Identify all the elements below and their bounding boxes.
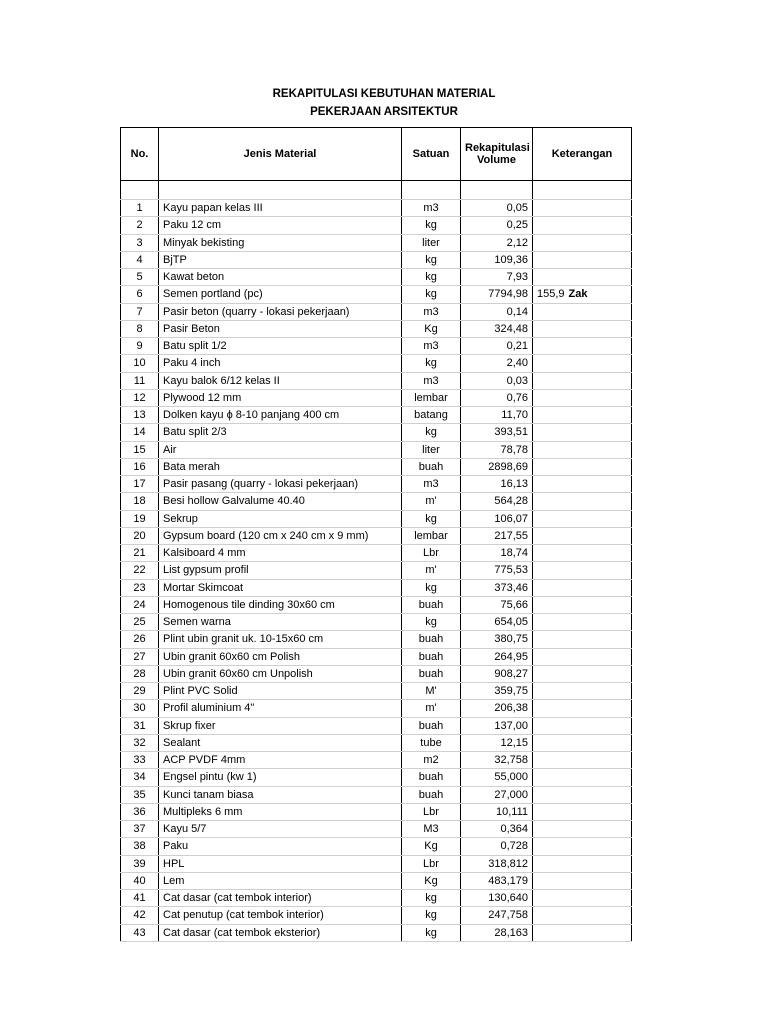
- table-row: [121, 700, 632, 717]
- cell-jenis-material: Batu split 1/2: [159, 338, 402, 355]
- cell-keterangan: [533, 562, 632, 579]
- cell-jenis-material: Lem: [159, 872, 402, 889]
- cell-volume: 324,48: [461, 320, 533, 337]
- cell-no: 26: [121, 631, 159, 648]
- cell-satuan: kg: [402, 907, 461, 924]
- cell-no: 2: [121, 217, 159, 234]
- cell-volume: 264,95: [461, 648, 533, 665]
- cell-no: 39: [121, 855, 159, 872]
- cell-no: 19: [121, 510, 159, 527]
- table-row: [121, 734, 632, 751]
- cell-no: 33: [121, 752, 159, 769]
- cell-keterangan: [533, 527, 632, 544]
- table-row: [121, 234, 632, 251]
- table-body: [121, 181, 632, 942]
- cell-volume: 0,21: [461, 338, 533, 355]
- table-row: [121, 665, 632, 682]
- cell-no: 8: [121, 320, 159, 337]
- cell-satuan: liter: [402, 234, 461, 251]
- cell-satuan: kg: [402, 510, 461, 527]
- table-row: [121, 355, 632, 372]
- spacer-cell: [159, 181, 402, 200]
- cell-no: 1: [121, 200, 159, 217]
- cell-jenis-material: List gypsum profil: [159, 562, 402, 579]
- cell-no: 10: [121, 355, 159, 372]
- cell-volume: 2,12: [461, 234, 533, 251]
- cell-satuan: m3: [402, 338, 461, 355]
- cell-no: 20: [121, 527, 159, 544]
- cell-satuan: buah: [402, 458, 461, 475]
- cell-jenis-material: Pasir pasang (quarry - lokasi pekerjaan): [159, 476, 402, 493]
- cell-satuan: m2: [402, 752, 461, 769]
- cell-no: 5: [121, 269, 159, 286]
- table-row: [121, 510, 632, 527]
- cell-satuan: kg: [402, 286, 461, 303]
- table-row: [121, 872, 632, 889]
- document-subtitle: PEKERJAAN ARSITEKTUR: [310, 106, 458, 118]
- cell-no: 17: [121, 476, 159, 493]
- table-row: [121, 476, 632, 493]
- cell-no: 36: [121, 803, 159, 820]
- cell-volume: 28,163: [461, 924, 533, 941]
- table-row: [121, 579, 632, 596]
- cell-satuan: m': [402, 562, 461, 579]
- table-row: [121, 907, 632, 924]
- cell-satuan: Lbr: [402, 855, 461, 872]
- table-row: [121, 545, 632, 562]
- cell-no: 24: [121, 596, 159, 613]
- cell-satuan: buah: [402, 769, 461, 786]
- cell-keterangan: [533, 907, 632, 924]
- cell-jenis-material: Air: [159, 441, 402, 458]
- cell-volume: 359,75: [461, 683, 533, 700]
- cell-no: 3: [121, 234, 159, 251]
- cell-no: 37: [121, 821, 159, 838]
- cell-satuan: buah: [402, 717, 461, 734]
- cell-volume: 11,70: [461, 407, 533, 424]
- cell-jenis-material: Gypsum board (120 cm x 240 cm x 9 mm): [159, 527, 402, 544]
- cell-volume: 27,000: [461, 786, 533, 803]
- cell-volume: 137,00: [461, 717, 533, 734]
- cell-satuan: kg: [402, 614, 461, 631]
- header-no: No.: [121, 128, 159, 181]
- cell-keterangan: [533, 596, 632, 613]
- table-row: [121, 441, 632, 458]
- cell-keterangan: [533, 821, 632, 838]
- cell-keterangan: [533, 320, 632, 337]
- cell-volume: 78,78: [461, 441, 533, 458]
- cell-volume: 16,13: [461, 476, 533, 493]
- cell-no: 41: [121, 890, 159, 907]
- cell-jenis-material: Kayu balok 6/12 kelas II: [159, 372, 402, 389]
- spacer-cell: [533, 181, 632, 200]
- table-row: [121, 527, 632, 544]
- cell-keterangan: [533, 407, 632, 424]
- cell-volume: 373,46: [461, 579, 533, 596]
- cell-volume: 2898,69: [461, 458, 533, 475]
- cell-keterangan: [533, 217, 632, 234]
- cell-jenis-material: ACP PVDF 4mm: [159, 752, 402, 769]
- table-row: [121, 320, 632, 337]
- cell-keterangan: [533, 769, 632, 786]
- cell-satuan: m': [402, 700, 461, 717]
- table-row: [121, 803, 632, 820]
- table-row: [121, 648, 632, 665]
- cell-jenis-material: HPL: [159, 855, 402, 872]
- cell-satuan: Kg: [402, 320, 461, 337]
- cell-jenis-material: BjTP: [159, 251, 402, 268]
- cell-keterangan: [533, 683, 632, 700]
- cell-satuan: m3: [402, 303, 461, 320]
- cell-volume: 483,179: [461, 872, 533, 889]
- cell-no: 35: [121, 786, 159, 803]
- table-row: [121, 752, 632, 769]
- cell-jenis-material: Kayu papan kelas III: [159, 200, 402, 217]
- cell-keterangan: [533, 579, 632, 596]
- cell-volume: 2,40: [461, 355, 533, 372]
- keterangan-unit: Zak: [568, 288, 588, 301]
- cell-no: 22: [121, 562, 159, 579]
- header-rekapitulasi-volume: [461, 128, 533, 181]
- cell-volume: 7,93: [461, 269, 533, 286]
- table-row: [121, 683, 632, 700]
- cell-keterangan: [533, 355, 632, 372]
- cell-volume: 0,14: [461, 303, 533, 320]
- cell-jenis-material: Pasir beton (quarry - lokasi pekerjaan): [159, 303, 402, 320]
- table-row: [121, 217, 632, 234]
- header-jenis-material: Jenis Material: [159, 128, 402, 181]
- keterangan-value: 155,9: [537, 288, 565, 301]
- cell-jenis-material: Pasir Beton: [159, 320, 402, 337]
- cell-keterangan: [533, 786, 632, 803]
- table-row: [121, 596, 632, 613]
- cell-keterangan: [533, 424, 632, 441]
- table-row: [121, 890, 632, 907]
- table-row: [121, 338, 632, 355]
- cell-keterangan: [533, 458, 632, 475]
- cell-no: 16: [121, 458, 159, 475]
- cell-satuan: kg: [402, 251, 461, 268]
- cell-jenis-material: Plint ubin granit uk. 10-15x60 cm: [159, 631, 402, 648]
- cell-jenis-material: Besi hollow Galvalume 40.40: [159, 493, 402, 510]
- cell-jenis-material: Dolken kayu ϕ 8-10 panjang 400 cm: [159, 407, 402, 424]
- cell-jenis-material: Mortar Skimcoat: [159, 579, 402, 596]
- cell-jenis-material: Kawat beton: [159, 269, 402, 286]
- cell-satuan: kg: [402, 217, 461, 234]
- cell-satuan: lembar: [402, 389, 461, 406]
- table-row: [121, 493, 632, 510]
- cell-volume: 75,66: [461, 596, 533, 613]
- cell-jenis-material: Homogenous tile dinding 30x60 cm: [159, 596, 402, 613]
- cell-keterangan: [533, 234, 632, 251]
- document-title: REKAPITULASI KEBUTUHAN MATERIAL: [272, 88, 496, 100]
- cell-volume: 775,53: [461, 562, 533, 579]
- cell-volume: 0,364: [461, 821, 533, 838]
- cell-volume: 247,758: [461, 907, 533, 924]
- table-row: [121, 631, 632, 648]
- table-row: [121, 200, 632, 217]
- cell-satuan: M': [402, 683, 461, 700]
- cell-no: 6: [121, 286, 159, 303]
- cell-satuan: kg: [402, 355, 461, 372]
- cell-no: 40: [121, 872, 159, 889]
- cell-satuan: m3: [402, 200, 461, 217]
- cell-jenis-material: Semen warna: [159, 614, 402, 631]
- cell-volume: 393,51: [461, 424, 533, 441]
- table-row: [121, 424, 632, 441]
- cell-keterangan: [533, 614, 632, 631]
- cell-volume: 12,15: [461, 734, 533, 751]
- cell-satuan: buah: [402, 665, 461, 682]
- cell-volume: 7794,98: [461, 286, 533, 303]
- table-row: [121, 838, 632, 855]
- cell-keterangan: [533, 665, 632, 682]
- cell-keterangan: [533, 372, 632, 389]
- header-volume-line1: Rekapitulasi: [465, 142, 530, 154]
- cell-volume: 0,25: [461, 217, 533, 234]
- cell-satuan: kg: [402, 890, 461, 907]
- cell-no: 25: [121, 614, 159, 631]
- cell-keterangan: [533, 493, 632, 510]
- cell-satuan: buah: [402, 631, 461, 648]
- cell-satuan: batang: [402, 407, 461, 424]
- cell-jenis-material: Cat penutup (cat tembok interior): [159, 907, 402, 924]
- cell-keterangan: [533, 734, 632, 751]
- cell-jenis-material: Skrup fixer: [159, 717, 402, 734]
- cell-jenis-material: Sealant: [159, 734, 402, 751]
- cell-jenis-material: Ubin granit 60x60 cm Polish: [159, 648, 402, 665]
- table-row: [121, 855, 632, 872]
- cell-volume: 0,05: [461, 200, 533, 217]
- cell-keterangan: [533, 924, 632, 941]
- table-row: [121, 269, 632, 286]
- cell-keterangan: [533, 389, 632, 406]
- cell-no: 9: [121, 338, 159, 355]
- cell-jenis-material: Semen portland (pc): [159, 286, 402, 303]
- cell-keterangan: [533, 545, 632, 562]
- cell-keterangan: [533, 338, 632, 355]
- cell-satuan: m': [402, 493, 461, 510]
- cell-volume: 654,05: [461, 614, 533, 631]
- cell-no: 4: [121, 251, 159, 268]
- cell-satuan: buah: [402, 648, 461, 665]
- cell-jenis-material: Profil aluminium 4": [159, 700, 402, 717]
- cell-keterangan: [533, 648, 632, 665]
- cell-no: 28: [121, 665, 159, 682]
- cell-volume: 10,111: [461, 803, 533, 820]
- table-row: [121, 821, 632, 838]
- table-row: [121, 786, 632, 803]
- cell-satuan: m3: [402, 476, 461, 493]
- cell-volume: 0,03: [461, 372, 533, 389]
- cell-volume: 0,728: [461, 838, 533, 855]
- cell-keterangan: [533, 441, 632, 458]
- cell-jenis-material: Batu split 2/3: [159, 424, 402, 441]
- table-row: [121, 562, 632, 579]
- cell-no: 21: [121, 545, 159, 562]
- table-row: [121, 458, 632, 475]
- cell-satuan: kg: [402, 579, 461, 596]
- cell-jenis-material: Bata merah: [159, 458, 402, 475]
- spacer-cell: [402, 181, 461, 200]
- cell-keterangan: [533, 803, 632, 820]
- cell-jenis-material: Minyak bekisting: [159, 234, 402, 251]
- table-row: [121, 407, 632, 424]
- cell-no: 38: [121, 838, 159, 855]
- cell-no: 18: [121, 493, 159, 510]
- header-volume-line2: Volume: [477, 154, 516, 166]
- cell-keterangan: [533, 890, 632, 907]
- cell-satuan: Kg: [402, 838, 461, 855]
- cell-satuan: Lbr: [402, 545, 461, 562]
- cell-jenis-material: Paku 4 inch: [159, 355, 402, 372]
- cell-volume: 55,000: [461, 769, 533, 786]
- cell-jenis-material: Paku 12 cm: [159, 217, 402, 234]
- cell-volume: 0,76: [461, 389, 533, 406]
- table-row: [121, 924, 632, 941]
- cell-keterangan: [533, 700, 632, 717]
- cell-volume: 18,74: [461, 545, 533, 562]
- cell-volume: 217,55: [461, 527, 533, 544]
- table-row: [121, 614, 632, 631]
- cell-satuan: buah: [402, 786, 461, 803]
- table-row: [121, 769, 632, 786]
- table-header-row: [121, 128, 632, 181]
- cell-satuan: buah: [402, 596, 461, 613]
- table-row: [121, 372, 632, 389]
- cell-satuan: M3: [402, 821, 461, 838]
- cell-no: 15: [121, 441, 159, 458]
- cell-no: 11: [121, 372, 159, 389]
- header-satuan: Satuan: [402, 128, 461, 181]
- cell-no: 29: [121, 683, 159, 700]
- cell-no: 42: [121, 907, 159, 924]
- material-table: [120, 127, 632, 942]
- cell-jenis-material: Kunci tanam biasa: [159, 786, 402, 803]
- cell-keterangan: [533, 200, 632, 217]
- cell-satuan: m3: [402, 372, 461, 389]
- spacer-cell: [121, 181, 159, 200]
- cell-keterangan: [533, 838, 632, 855]
- cell-no: 30: [121, 700, 159, 717]
- cell-satuan: kg: [402, 924, 461, 941]
- cell-jenis-material: Cat dasar (cat tembok eksterior): [159, 924, 402, 941]
- cell-volume: 206,38: [461, 700, 533, 717]
- table-row: [121, 389, 632, 406]
- cell-volume: 318,812: [461, 855, 533, 872]
- cell-jenis-material: Plint PVC Solid: [159, 683, 402, 700]
- table-row: [121, 251, 632, 268]
- cell-satuan: kg: [402, 424, 461, 441]
- cell-jenis-material: Multipleks 6 mm: [159, 803, 402, 820]
- cell-keterangan: [533, 872, 632, 889]
- cell-jenis-material: Kalsiboard 4 mm: [159, 545, 402, 562]
- cell-jenis-material: Sekrup: [159, 510, 402, 527]
- cell-keterangan: [533, 631, 632, 648]
- cell-jenis-material: Paku: [159, 838, 402, 855]
- cell-satuan: Kg: [402, 872, 461, 889]
- cell-satuan: liter: [402, 441, 461, 458]
- spacer-row: [121, 181, 632, 200]
- cell-no: 14: [121, 424, 159, 441]
- cell-keterangan: [533, 752, 632, 769]
- cell-keterangan: [533, 855, 632, 872]
- cell-keterangan: [533, 269, 632, 286]
- spacer-cell: [461, 181, 533, 200]
- cell-volume: 109,36: [461, 251, 533, 268]
- cell-satuan: Lbr: [402, 803, 461, 820]
- cell-volume: 564,28: [461, 493, 533, 510]
- cell-volume: 130,640: [461, 890, 533, 907]
- table-row: [121, 717, 632, 734]
- cell-no: 32: [121, 734, 159, 751]
- cell-jenis-material: Plywood 12 mm: [159, 389, 402, 406]
- cell-volume: 32,758: [461, 752, 533, 769]
- cell-jenis-material: Engsel pintu (kw 1): [159, 769, 402, 786]
- cell-no: 27: [121, 648, 159, 665]
- cell-keterangan: [533, 510, 632, 527]
- cell-satuan: kg: [402, 269, 461, 286]
- cell-volume: 106,07: [461, 510, 533, 527]
- cell-keterangan: [533, 286, 632, 303]
- cell-jenis-material: Kayu 5/7: [159, 821, 402, 838]
- cell-keterangan: [533, 476, 632, 493]
- cell-jenis-material: Cat dasar (cat tembok interior): [159, 890, 402, 907]
- cell-satuan: tube: [402, 734, 461, 751]
- header-keterangan: Keterangan: [533, 128, 632, 181]
- cell-no: 13: [121, 407, 159, 424]
- cell-jenis-material: Ubin granit 60x60 cm Unpolish: [159, 665, 402, 682]
- cell-satuan: lembar: [402, 527, 461, 544]
- cell-no: 34: [121, 769, 159, 786]
- cell-no: 7: [121, 303, 159, 320]
- cell-keterangan: [533, 251, 632, 268]
- table-row: [121, 286, 632, 303]
- cell-no: 23: [121, 579, 159, 596]
- table-row: [121, 303, 632, 320]
- cell-no: 12: [121, 389, 159, 406]
- cell-no: 43: [121, 924, 159, 941]
- cell-volume: 380,75: [461, 631, 533, 648]
- cell-keterangan: [533, 717, 632, 734]
- cell-keterangan: [533, 303, 632, 320]
- cell-volume: 908,27: [461, 665, 533, 682]
- cell-no: 31: [121, 717, 159, 734]
